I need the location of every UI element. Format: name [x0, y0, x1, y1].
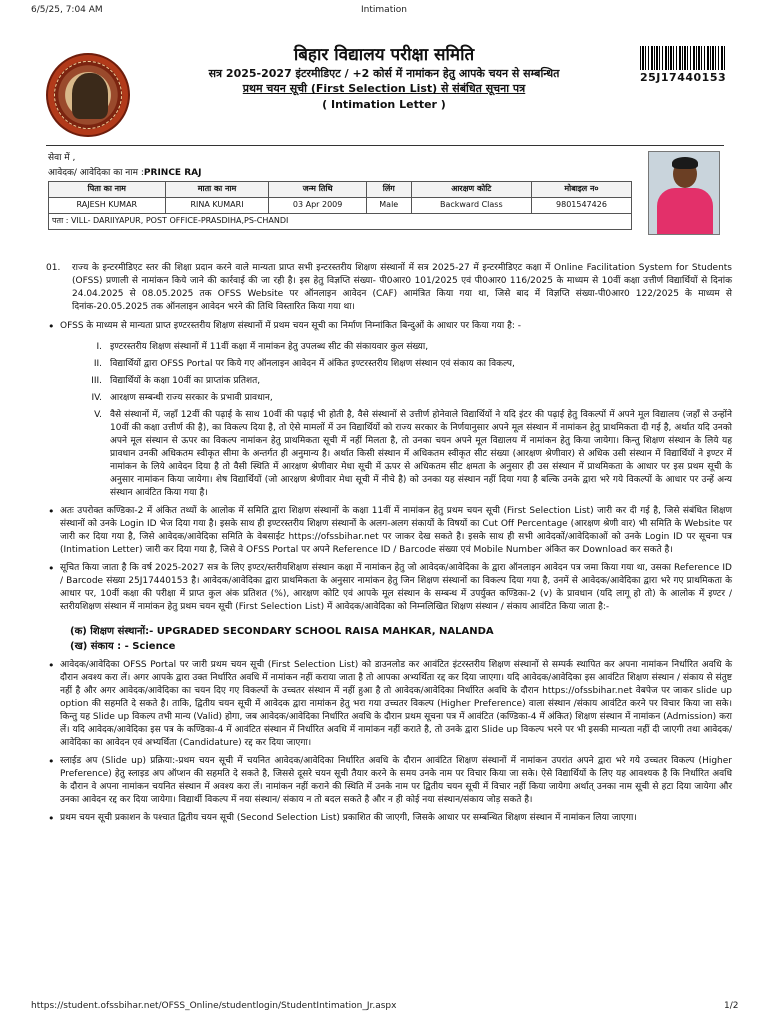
- roman-number: III.: [91, 376, 102, 386]
- page-url: https://student.ofssbihar.net/OFSS_Online/studentlogin/StudentIntimation_Jr.aspx: [31, 1001, 397, 1011]
- header-line-3: ( Intimation Letter ): [322, 98, 446, 111]
- allotted-institution: (क) शिक्षण संस्थानों:- UPGRADED SECONDARY SCHOOL RAISA MAHKAR, NALANDA: [70, 626, 494, 637]
- list-item: [80, 392, 732, 405]
- list-item: [80, 358, 732, 371]
- th-father: पिता का नाम: [49, 182, 166, 198]
- photo-hair: [672, 157, 698, 169]
- roman-number: I.: [96, 342, 102, 352]
- list-item-text: इण्टरस्तरीय शिक्षण संस्थानों में 11वीं कक्षा में नामांकन हेतु उपलब्ध सीट की संकायवार कुल संख्या,: [110, 342, 429, 352]
- header-line-1: सत्र 2025-2027 इंटरमीडिएट / +2 कोर्स में नामांकन हेतु आपके चयन से सम्बन्धित: [208, 67, 560, 80]
- board-title: बिहार विद्यालय परीक्षा समिति: [293, 45, 475, 65]
- applicant-name: PRINCE RAJ: [143, 168, 202, 178]
- th-dob: जन्म तिथि: [269, 182, 366, 198]
- list-item-text: विद्यार्थियों द्वारा OFSS Portal पर किये गए ऑनलाइन आवेदन में अंकित इण्टरस्तरीय शिक्षण संस्थान एवं संकाय का विकल्प,: [110, 359, 515, 369]
- th-mobile: मोबाइल न०: [531, 182, 631, 198]
- bullet-selection-basis: • OFSS के माध्यम से मान्यता प्राप्त इण्टरस्तरीय शिक्षण संस्थानों में प्रथम चयन सूची का निर्माण निम्नांकित बिन्दुओं के आधार पर किया गया है: -: [46, 320, 732, 333]
- address: पता : VILL- DARIIYAPUR, POST OFFICE-PRASDIHA,PS-CHANDI: [49, 214, 632, 230]
- bullet-reference-id: • सूचित किया जाता है कि वर्ष 2025-2027 सत्र के लिए इण्टर/स्तरीयशिक्षण संस्थान कक्षा में नामांकन हेतु जो आवेदक/आवेदिका के द्वारा ऑनलाइन आवेदन पत्र जमा किया गया था, उसका Reference ID / Barcode संख्या 25J17440153 है। आवेदक/आवेदिका द्वारा प्राथमिकता के अनुसार नामांकन हेतु जिन शिक्षण संस्थानों का विकल्प दिया गया है, उनमें से आवेदक/आवेदिका द्वारा भरे गए प्राथमिकता के आधार पर, 10वीं कक्षा की परीक्षा में प्राप्त कुल अंक प्रतिशत (%), आरक्षण कोटि एवं आपके मूल संस्थान के सम्बन्ध में उपर्युक्त कण्डिका-2 (v) के प्रावधान (यदि लागू हो तो) के आलोक में इण्टर /स्तरीयशिक्षण संस्थान में नामांकन हेतु प्रथम चयन सूची (First Selection List) में आवेदक/आवेदिका को निम्नलिखित शिक्षण संस्थान / संकाय आवंटित किया जाता है:-: [46, 562, 732, 614]
- list-item-text: वैसे संस्थानों में, जहाँ 12वीं की पढ़ाई के साथ 10वीं की पढ़ाई भी होती है, वैसे संस्थानों से उत्तीर्ण होनेवाले विद्यार्थियों ने यदि इंटर की पढ़ाई हेतु विकल्पों में अपने मूल विद्यालय (जहाँ से उन्होंने 10वीं की कक्षा उत्तीर्ण की है), का विकल्प दिया है, तो ऐसे मामलों में उन विद्यार्थियों को राज्य सरकार के निर्णयानुसार अपने मूल संस्थान में नामांकन हेतु प्राथमिकता दी गई है, अर्थात यदि उनको अपने मूल संस्थान से ऊपर का विकल्प नामांकन हेतु प्राथमिकता सूची में नहीं मिलता है, तो उनका चयन अपने मूल विद्यालय में नामांकन हेतु किया जायेगा। किन्तु शिक्षण संस्थान के लिये यह प्रावधान उनकी अधिकतम स्वीकृत सीमा के अन्तर्गत ही अनुमान्य है। अर्थात किसी संस्थान में अधिकतम स्वीकृत सीट संख्या (आरक्षण श्रेणीवार) से अधिक उसी संस्थान में विद्यार्थियों ने इण्टर में नामांकन के लिये आवेदन दिया है तो वैसी स्थिति में आरक्षण श्रेणीवार मेधा सूची में ऊपर से अधिकतम सीट क्षमता के अनुसार ही उस संस्थान में प्राथमिकता के आधार पर इस प्रथम सूची के अनुसार नामांकन किया जायेगा। शेष विद्यार्थियों (जो आरक्षण श्रेणीवार मेधा सूची में नीचे है) को उनका यह संस्थान नहीं दिया गया है बल्कि उनके द्वारा भरे गये विकल्पों के आधार पर उन्हें अन्य संस्थान आवंटित किया गया है।: [110, 410, 732, 498]
- table-row: [49, 198, 632, 214]
- roman-number: V.: [94, 410, 102, 420]
- selection-criteria-list: [46, 341, 732, 500]
- letter-body: [46, 262, 732, 825]
- category: Backward Class: [411, 198, 531, 214]
- bullet-admission-instructions: • आवेदक/आवेदिका OFSS Portal पर जारी प्रथम चयन सूची (First Selection List) को डाउनलोड कर आवंटित इंटरस्तरीय शिक्षण संस्थानों से सम्पर्क स्थापित कर अपना नामांकन निर्धारित अवधि के दौरान अवश्य करा लें। अगर आपके द्वारा उक्त निर्धारित अवधि में नामांकन नहीं कराया जाता है तो आपका अभ्यर्थिता रद्द कर दिया जाएगा। यदि आवेदक/आवेदिका इस आवंटित शिक्षण संस्थान / संकाय से संतुष्ट नहीं है और अगर आवेदक/आवेदिका का चयन दिए गए विकल्पों के उच्चतर संस्थान में नहीं हुआ है तो आवेदक/आवेदिका निर्धारित अवधि के दौरान https://ofssbihar.net वेबपेज पर जाकर slide up option की सहमति दे सकते है। ताकि, द्वितीय चयन सूची में आवेदक द्वारा नामांकन हेतु भरा गया उच्चतर विकल्प (Higher Preference) वाला संस्थान /संकाय आवंटित करने पर विचार किया जा सके। किन्तु यह Slide up विकल्प तभी मान्य (Valid) होगा, जब आवेदक/आवेदिका निर्धारित अवधि के दौरान प्रथम सूचना पत्र में आवंटित (कण्डिका-4 में अंकित) शिक्षण संस्थान में नामांकन (Admission) करा लें। यदि आवेदक/आवेदिका इस पत्र के कण्डिका-4 में आवंटित संस्थान में निर्धारित अवधि में नामांकन नहीं कराते है, तो उनके द्वारा Slide up विकल्प भरने पर भी इसकी मान्यता नहीं दी जाएगी तथा आवेदक/आवेदिका का आवेदन एवं अभ्यर्थिता (Candidature) रद्द कर दिया जाएगा।: [46, 659, 732, 750]
- bullet-slide-up-process: • स्लाईड अप (Slide up) प्रक्रिया:-प्रथम चयन सूची में चयनित आवेदक/आवेदिका निर्धारित अवधि के दौरान आवंटित शिक्षण संस्थानों में नामांकन उपरांत अपने द्वारा भरे गये उच्चतर विकल्प (Higher Preference) हेतु स्लाइड अप ऑप्शन की सहमति दे सकते है, जिससे दूसरे चयन सूची तैयार करने के समय उनके नाम पर विचार किया जा सके। ऐसे विद्यार्थियों के लिए यह आवश्यक है कि निर्धारित अवधि के दौरान वे अपना नामांकन चयनित संस्थान में अवश्य करा लें। नामांकन नहीं कराने की स्थिति में उनके नाम पर द्वितीय चयन सूची में विचार नहीं किया जायेगा अर्थात् उनका नाम सूची से हटा दिया जायेगा और उनका आवेदन रद्द कर दिया जायेगा। विद्यार्थी विकल्प में नया संस्थान/ संकाय न तो बदल सकते है और न ही कोई नया संस्थान/संकाय जोड़ सकते है।: [46, 755, 732, 807]
- applicant-photo: [648, 151, 720, 235]
- list-item-text: विद्यार्थियों के कक्षा 10वीं का प्राप्तांक प्रतिशत,: [110, 376, 261, 386]
- address-row: [49, 214, 632, 230]
- allotted-faculty: (ख) संकाय : - Science: [70, 641, 176, 652]
- roman-number: II.: [93, 359, 102, 369]
- list-item: [80, 341, 732, 354]
- table-header-row: [49, 182, 632, 198]
- th-gender: लिंग: [366, 182, 411, 198]
- dob: 03 Apr 2009: [269, 198, 366, 214]
- print-datetime: 6/5/25, 7:04 AM: [31, 5, 103, 15]
- th-mother: माता का नाम: [165, 182, 269, 198]
- paragraph-text: राज्य के इन्टरमीडिएट स्तर की शिक्षा प्रदान करने वाले मान्यता प्राप्त सभी इन्टरस्तरीय शिक्षण संस्थानों में सत्र 2025-27 में इन्टरमीडिएट कक्षा में Online Facilitation System for Students (OFSS) प्रणाली से नामांकन किये जाने की कार्रवाई की जा रही है। इस हेतु विज्ञप्ति संख्या- पी0आर0 101/2025 एवं पी0आर0 116/2025 के माध्यम से 10वीं कक्षा उत्तीर्ण विद्यार्थियों से दिनांक 24.04.2025 से 08.05.2025 तक OFSS Website पर ऑनलाइन आवेदन (CAF) आमंत्रित किया गया था, जिसे बाद में विज्ञप्ति संख्या-पी0आर0 122/2025 के माध्यम से दिनांक-20.05.2025 तक ऑनलाइन आवेदन भरने की तिथि विस्तारित किया गया था।: [72, 263, 732, 312]
- roman-number: IV.: [91, 393, 102, 403]
- barcode-image: [640, 46, 726, 70]
- gender: Male: [366, 198, 411, 214]
- salutation: सेवा में ,: [48, 153, 76, 163]
- list-item: [80, 375, 732, 388]
- paragraph-01: [46, 262, 732, 314]
- barcode-number: 25J17440153: [640, 71, 727, 84]
- photo-shirt: [657, 188, 713, 235]
- bullet-second-selection-list: • प्रथम चयन सूची प्रकाशन के पश्चात द्वितीय चयन सूची (Second Selection List) प्रकाशित की जाएगी, जिसके आधार पर सम्बन्धित शिक्षण संस्थान में नामांकन लिया जाएगा।: [46, 812, 732, 825]
- header-divider: [46, 145, 724, 146]
- list-item: [80, 409, 732, 500]
- allotment-details: [70, 624, 732, 654]
- page-number: 1/2: [724, 1001, 739, 1011]
- mobile: 9801547426: [531, 198, 631, 214]
- mother-name: RINA KUMARI: [165, 198, 269, 214]
- print-title: Intimation: [361, 5, 407, 15]
- paragraph-number: 01.: [46, 263, 61, 273]
- applicant-info-table: [48, 181, 632, 230]
- header-line-2: प्रथम चयन सूची (First Selection List) से संबंधित सूचना पत्र: [242, 82, 526, 95]
- bullet-first-selection-list: • अतः उपरोक्त कण्डिका-2 में अंकित तथ्यों के आलोक में समिति द्वारा शिक्षण संस्थानों के कक्षा 11वीं में नामांकन हेतु प्रथम चयन सूची (First Selection List) जारी कर दी गई है, जिसे संबंधित शिक्षण संस्थानों को उनके Login ID भेज दिया गया है। इसके साथ ही इण्टरस्तरीय शिक्षण संस्थानों के अलग-अलग संकायों के विषयों का Cut Off Percentage (आरक्षण श्रेणी वार) भी समिति के Website पर जारी कर दिया गया है, जिसे आवेदक/आवेदिका समिति के वेबसाईट https://ofssbihar.net पर जाकर देख सकते है। इसके साथ ही सभी आवेदकों/आवेदिकाओं को उनके Login ID पर सूचना पत्र (Intimation Letter) जारी कर दिया गया है, जिसे वे OFSS Portal पर अपने Reference ID / Barcode संख्या एवं Mobile Number अंकित कर Download कर सकते है।: [46, 505, 732, 557]
- applicant-line: [48, 167, 201, 179]
- father-name: RAJESH KUMAR: [49, 198, 166, 214]
- print-header: [0, 4, 768, 18]
- list-item-text: आरक्षण सम्बन्धी राज्य सरकार के प्रभावी प्रावधान,: [110, 393, 273, 403]
- applicant-label: आवेदक/ आवेदिका का नाम :: [48, 168, 144, 178]
- th-category: आरक्षण कोटि: [411, 182, 531, 198]
